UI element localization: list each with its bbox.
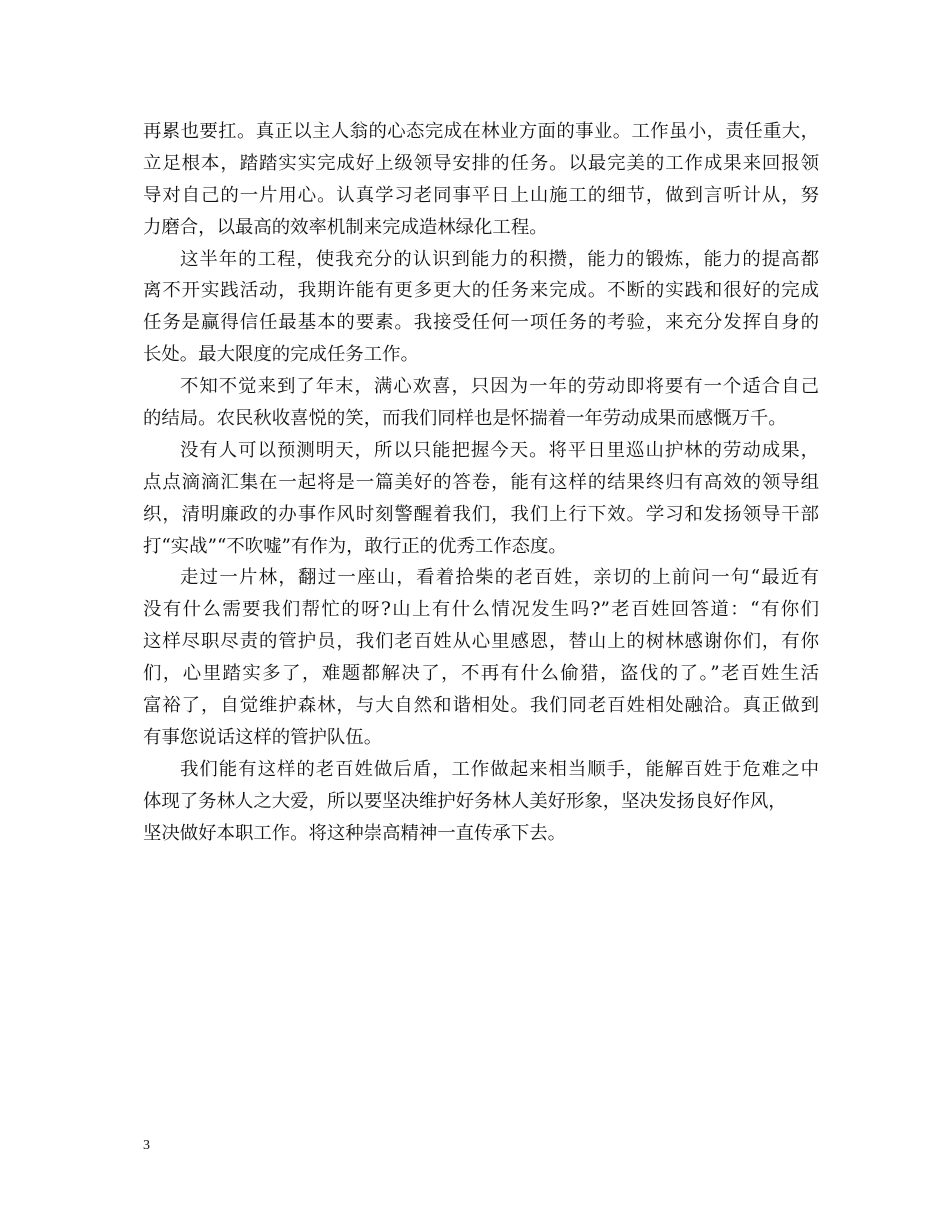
text-line: 富裕了，自觉维护森林，与大自然和谐相处。我们同老百姓相处融洽。真正做到 — [143, 695, 819, 717]
text-line: 有事您说话这样的管护队伍。 — [143, 726, 383, 748]
paragraph — [143, 562, 819, 753]
text-line: 不知不觉来到了年末，满心欢喜，只因为一年的劳动即将要有一个适合自己 — [180, 376, 819, 398]
paragraph — [143, 244, 819, 372]
text-line: 力磨合，以最高的效率机制来完成造林绿化工程。 — [143, 216, 548, 238]
text-line: 立足根本，踏踏实实完成好上级领导安排的任务。以最完美的工作成果来回报领 — [143, 152, 819, 174]
text-line: 长处。最大限度的完成任务工作。 — [143, 344, 419, 366]
text-line: 离不开实践活动，我期许能有更多更大的任务来完成。不断的实践和很好的完成 — [143, 280, 819, 302]
paragraph — [143, 435, 819, 563]
text-line: 我们能有这样的老百姓做后盾，工作做起来相当顺手，能解百姓于危难之中 — [180, 758, 819, 780]
text-line: 坚决做好本职工作。将这种崇高精神一直传承下去。 — [143, 822, 566, 844]
text-line: 的结局。农民秋收喜悦的笑，而我们同样也是怀揣着一年劳动成果而感慨万千。 — [143, 408, 787, 430]
text-line: 走过一片林，翻过一座山，看着拾柴的老百姓，亲切的上前问一句“最近有 — [180, 567, 819, 589]
body-text — [143, 116, 819, 849]
text-line: 们，心里踏实多了，难题都解决了，不再有什么偷猎，盗伐的了。”老百姓生活 — [143, 663, 819, 685]
text-line: 织，清明廉政的办事作风时刻警醒着我们，我们上行下效。学习和发扬领导干部 — [143, 503, 819, 525]
text-line: 没有人可以预测明天，所以只能把握今天。将平日里巡山护林的劳动成果， — [180, 439, 819, 461]
paragraph — [143, 754, 819, 850]
text-line: 导对自己的一片用心。认真学习老同事平日上山施工的细节，做到言听计从，努 — [143, 184, 819, 206]
text-line: 这半年的工程，使我充分的认识到能力的积攒，能力的锻炼，能力的提高都 — [180, 248, 819, 270]
text-line: 点点滴滴汇集在一起将是一篇美好的答卷，能有这样的结果终归有高效的领导组 — [143, 471, 819, 493]
text-line: 没有什么需要我们帮忙的呀?山上有什么情况发生吗?”老百姓回答道：“有你们 — [143, 599, 819, 621]
text-line: 打“实战”“不吹嘘”有作为，敢行正的优秀工作态度。 — [143, 535, 567, 557]
text-line: 再累也要扛。真正以主人翁的心态完成在林业方面的事业。工作虽小，责任重大， — [143, 121, 819, 142]
text-line: 体现了务林人之大爱，所以要坚决维护好务林人美好形象，坚决发扬良好作风， — [143, 790, 787, 812]
page-number: 3 — [143, 1138, 150, 1153]
paragraph — [143, 116, 819, 244]
text-line: 任务是赢得信任最基本的要素。我接受任何一项任务的考验，来充分发挥自身的 — [143, 312, 819, 334]
paragraph — [143, 371, 819, 435]
text-line: 这样尽职尽责的管护员，我们老百姓从心里感恩，替山上的树林感谢你们，有你 — [143, 631, 819, 653]
